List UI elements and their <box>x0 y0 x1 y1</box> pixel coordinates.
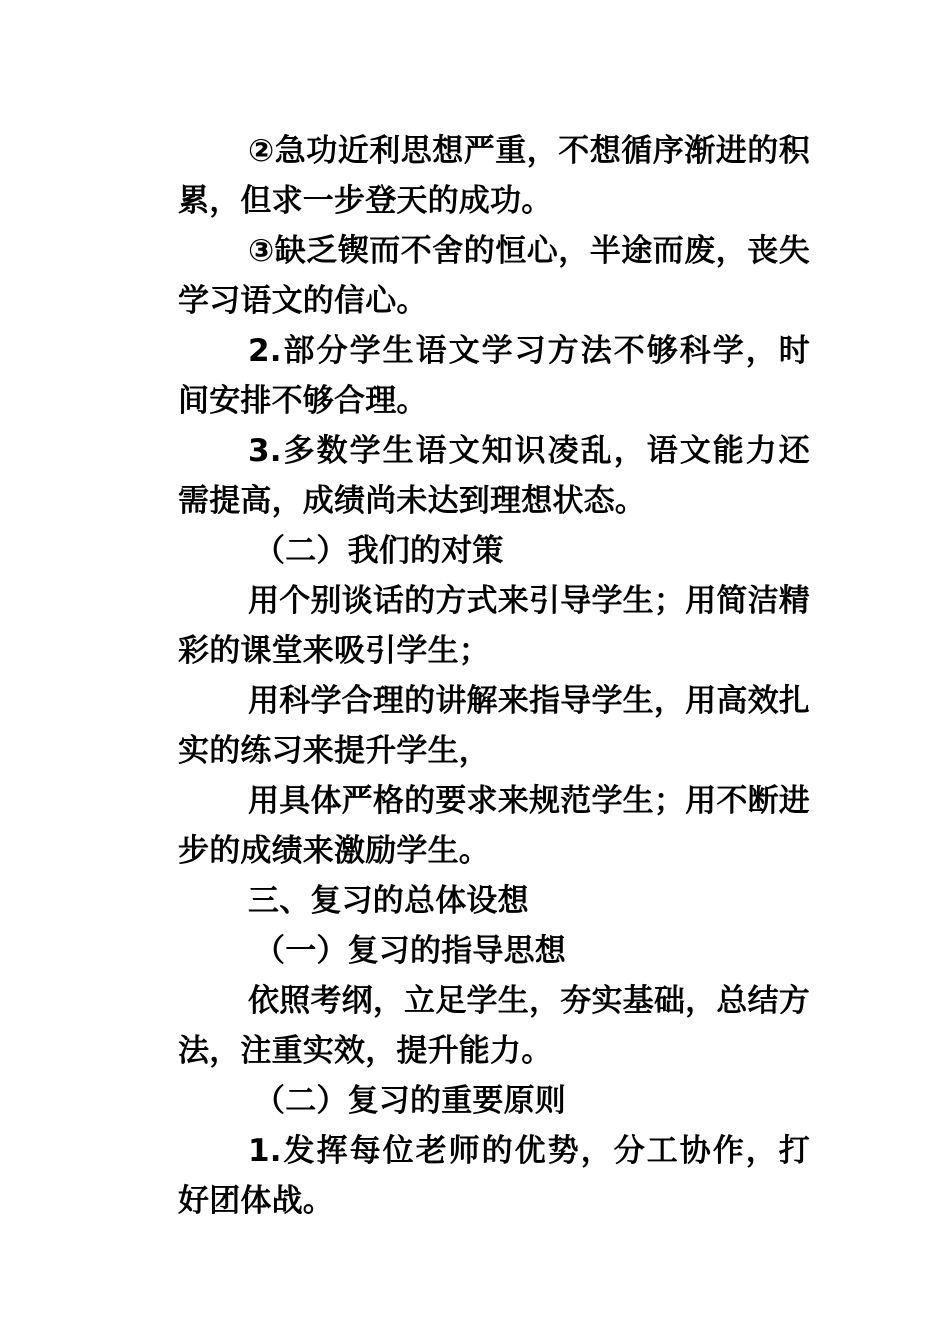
paragraph-principle-1: 1.发挥每位老师的优势，分工协作，打好团体战。 <box>178 1133 810 1219</box>
paragraph-point-2: 2.部分学生语文学习方法不够科学，时间安排不够合理。 <box>178 333 810 419</box>
paragraph-item-2: ②急功近利思想严重，不想循序渐进的积累，但求一步登天的成功。 <box>178 133 810 219</box>
document-body <box>178 126 810 1226</box>
section-heading-countermeasures: （二）我们的对策 <box>254 533 504 569</box>
paragraph-guiding-ideas: 依照考纲，立足学生，夯实基础，总结方法，注重实效，提升能力。 <box>178 983 810 1069</box>
paragraph-item-3: ③缺乏锲而不舍的恒心，半途而废，丧失学习语文的信心。 <box>178 233 810 319</box>
paragraph-strategy-1: 用个别谈话的方式来引导学生；用简洁精彩的课堂来吸引学生； <box>178 583 810 669</box>
paragraph-strategy-2: 用科学合理的讲解来指导学生，用高效扎实的练习来提升学生， <box>178 683 810 769</box>
section-heading-overall-plan: 三、复习的总体设想 <box>248 883 529 919</box>
paragraph-strategy-3: 用具体严格的要求来规范学生；用不断进步的成绩来激励学生。 <box>178 783 810 869</box>
paragraph-point-3: 3.多数学生语文知识凌乱，语文能力还需提高，成绩尚未达到理想状态。 <box>178 433 810 519</box>
section-heading-guiding-ideas: （一）复习的指导思想 <box>254 933 566 969</box>
section-heading-principles: （二）复习的重要原则 <box>254 1083 566 1119</box>
